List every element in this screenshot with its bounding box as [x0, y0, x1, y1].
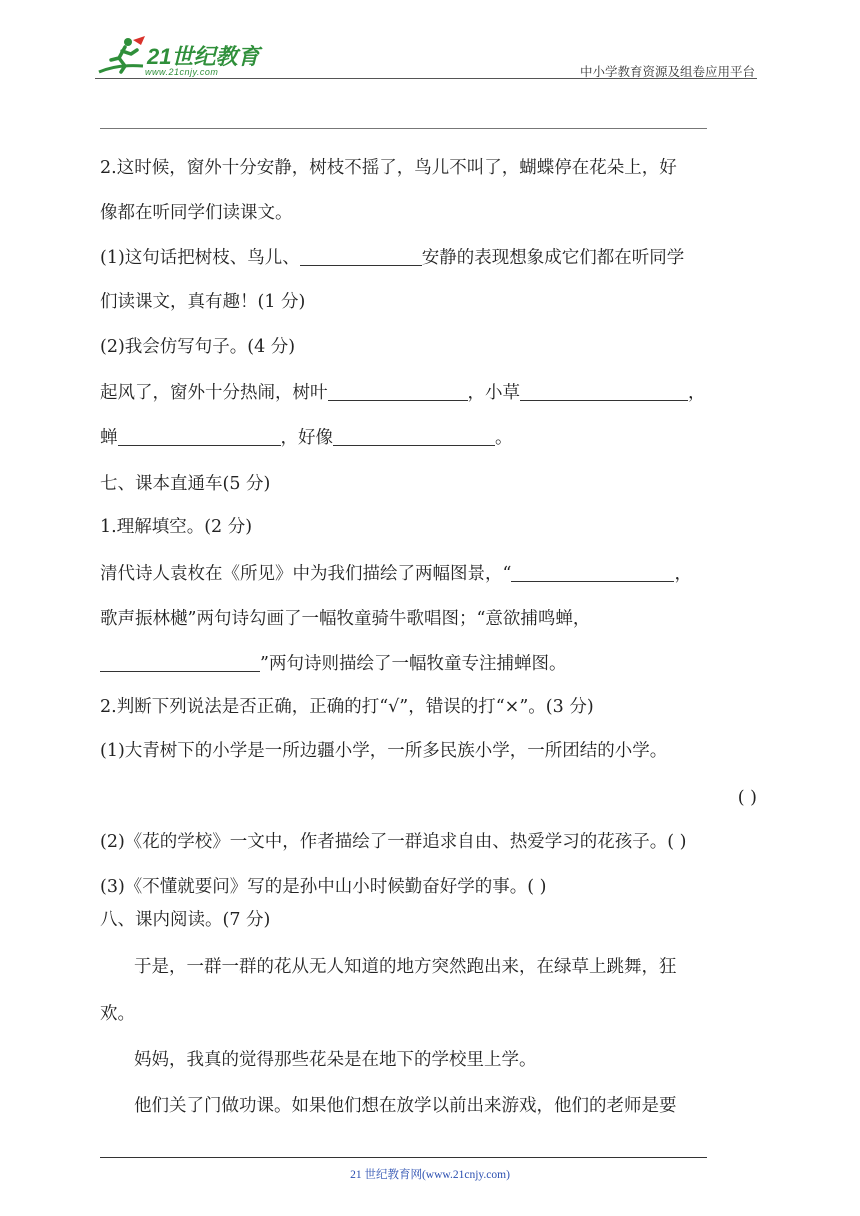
- text-segment: ，: [674, 564, 692, 584]
- subquestion-1: [100, 246, 684, 270]
- text-segment: 。: [495, 428, 513, 448]
- judge-item-3: (3)《不懂就要问》写的是孙中山小时候勤奋好学的事。( ): [100, 877, 547, 897]
- fill-blank[interactable]: [520, 382, 688, 401]
- text-segment: 蝉: [100, 428, 118, 448]
- footer-link[interactable]: 21 世纪教育网(www.21cnjy.com): [350, 1169, 510, 1181]
- fill-blank[interactable]: [328, 382, 468, 401]
- header-platform-text: 中小学教育资源及组卷应用平台: [579, 64, 755, 79]
- poem-fill-text-end: [100, 652, 566, 676]
- fill-blank[interactable]: [511, 563, 674, 582]
- section-8-heading: 八、课内阅读。(7 分): [100, 910, 271, 930]
- fill-blank[interactable]: [100, 653, 260, 672]
- reading-paragraph-1-cont: 欢。: [100, 1004, 135, 1024]
- subquestion-2: (2)我会仿写句子。(4 分): [100, 337, 296, 357]
- text-segment: ”两句诗则描绘了一幅牧童专注捕蝉图。: [260, 654, 567, 674]
- section-7-heading: 七、课本直通车(5 分): [100, 474, 271, 494]
- text-segment: ，好像: [280, 428, 333, 448]
- fill-blank[interactable]: [333, 427, 495, 446]
- reading-paragraph-3: 他们关了门做功课。如果他们想在放学以前出来游戏，他们的老师是要: [134, 1096, 677, 1116]
- poem-fill-text: [100, 562, 692, 586]
- answer-line: [100, 128, 707, 129]
- subquestion-1-cont: 们读课文，真有趣！(1 分): [100, 292, 306, 312]
- fill-blank[interactable]: [300, 247, 422, 266]
- text-segment: 起风了，窗外十分热闹，树叶: [100, 383, 328, 403]
- reading-paragraph-2: 妈妈，我真的觉得那些花朵是在地下的学校里上学。: [134, 1050, 537, 1070]
- page-header: [95, 30, 757, 80]
- poem-fill-text-cont: 歌声振林樾”两句诗勾画了一幅牧童骑牛歌唱图；“意欲捕鸣蝉，: [100, 609, 591, 629]
- reading-paragraph-1: 于是，一群一群的花从无人知道的地方突然跑出来，在绿草上跳舞，狂: [134, 957, 677, 977]
- logo-url: www.21cnjy.com: [145, 67, 219, 77]
- judge-item-1-answer[interactable]: ( ): [737, 788, 757, 808]
- section-7-question-1: 1.理解填空。(2 分): [100, 517, 253, 537]
- imitation-sentence: [100, 381, 706, 405]
- text-segment: 安静的表现想象成它们都在听同学: [421, 248, 685, 268]
- header-divider: [95, 78, 757, 79]
- text-segment: (1)这句话把树枝、鸟儿、: [100, 248, 300, 268]
- runner-logo-icon: [95, 36, 147, 78]
- imitation-sentence-cont: [100, 426, 513, 450]
- text-segment: ，小草: [467, 383, 520, 403]
- text-segment: 清代诗人袁枚在《所见》中为我们描绘了两幅图景，“: [100, 564, 512, 584]
- fill-blank[interactable]: [118, 427, 281, 446]
- judge-item-2: (2)《花的学校》一文中，作者描绘了一群追求自由、热爱学习的花孩子。( ): [100, 832, 687, 852]
- question-2-text: 2.这时候，窗外十分安静，树枝不摇了，鸟儿不叫了，蝴蝶停在花朵上，好: [100, 158, 677, 178]
- site-logo[interactable]: [95, 36, 260, 78]
- judge-item-1: (1)大青树下的小学是一所边疆小学，一所多民族小学，一所团结的小学。: [100, 741, 668, 761]
- text-segment: ，: [688, 383, 706, 403]
- section-7-question-2: 2.判断下列说法是否正确，正确的打“√”，错误的打“×”。(3 分): [100, 697, 594, 717]
- footer-divider: [100, 1157, 707, 1158]
- logo-title: 21世纪教育: [147, 44, 260, 69]
- question-2-text-cont: 像都在听同学们读课文。: [100, 203, 293, 223]
